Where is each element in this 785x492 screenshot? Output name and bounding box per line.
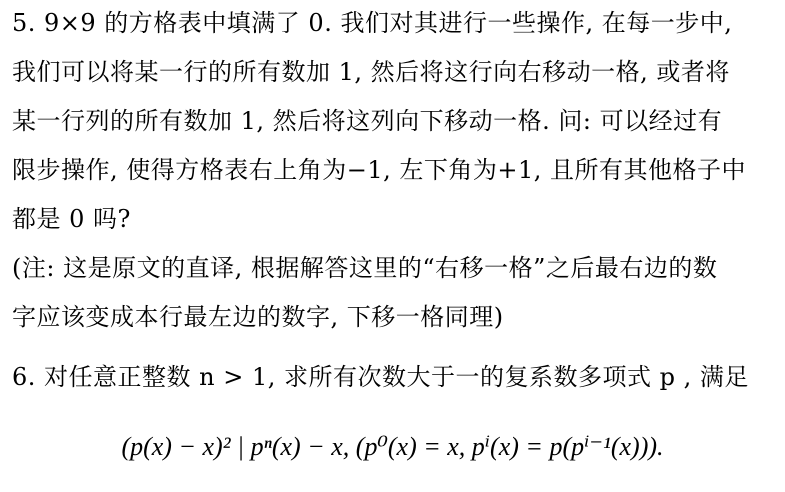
problem-5-line-3: 某一行列的所有数加 1, 然后将这列向下移动一格. 问: 可以经过有 <box>12 107 723 135</box>
problem-5-line-4: 限步操作, 使得方格表右上角为−1, 左下角为+1, 且所有其他格子中 <box>12 156 747 184</box>
problem-6-formula: (p(x) − x)² | pⁿ(x) − x, (p⁰(x) = x, pⁱ(x) = p(pⁱ⁻¹(x))). <box>121 432 664 461</box>
note-line-1: (注: 这是原文的直译, 根据解答这里的“右移一格”之后最右边的数 <box>12 254 718 282</box>
problem-5-line-1: 5. 9×9 的方格表中填满了 0. 我们对其进行一些操作, 在每一步中, <box>12 9 733 37</box>
problem-6-statement: 6. 对任意正整数 n > 1, 求所有次数大于一的复系数多项式 p , 满足 <box>12 363 749 391</box>
problem-5-line-5: 都是 0 吗? <box>12 205 131 233</box>
problem-5-line-2: 我们可以将某一行的所有数加 1, 然后将这行向右移动一格, 或者将 <box>12 58 730 86</box>
note-line-2: 字应该变成本行最左边的数字, 下移一格同理) <box>12 303 504 331</box>
